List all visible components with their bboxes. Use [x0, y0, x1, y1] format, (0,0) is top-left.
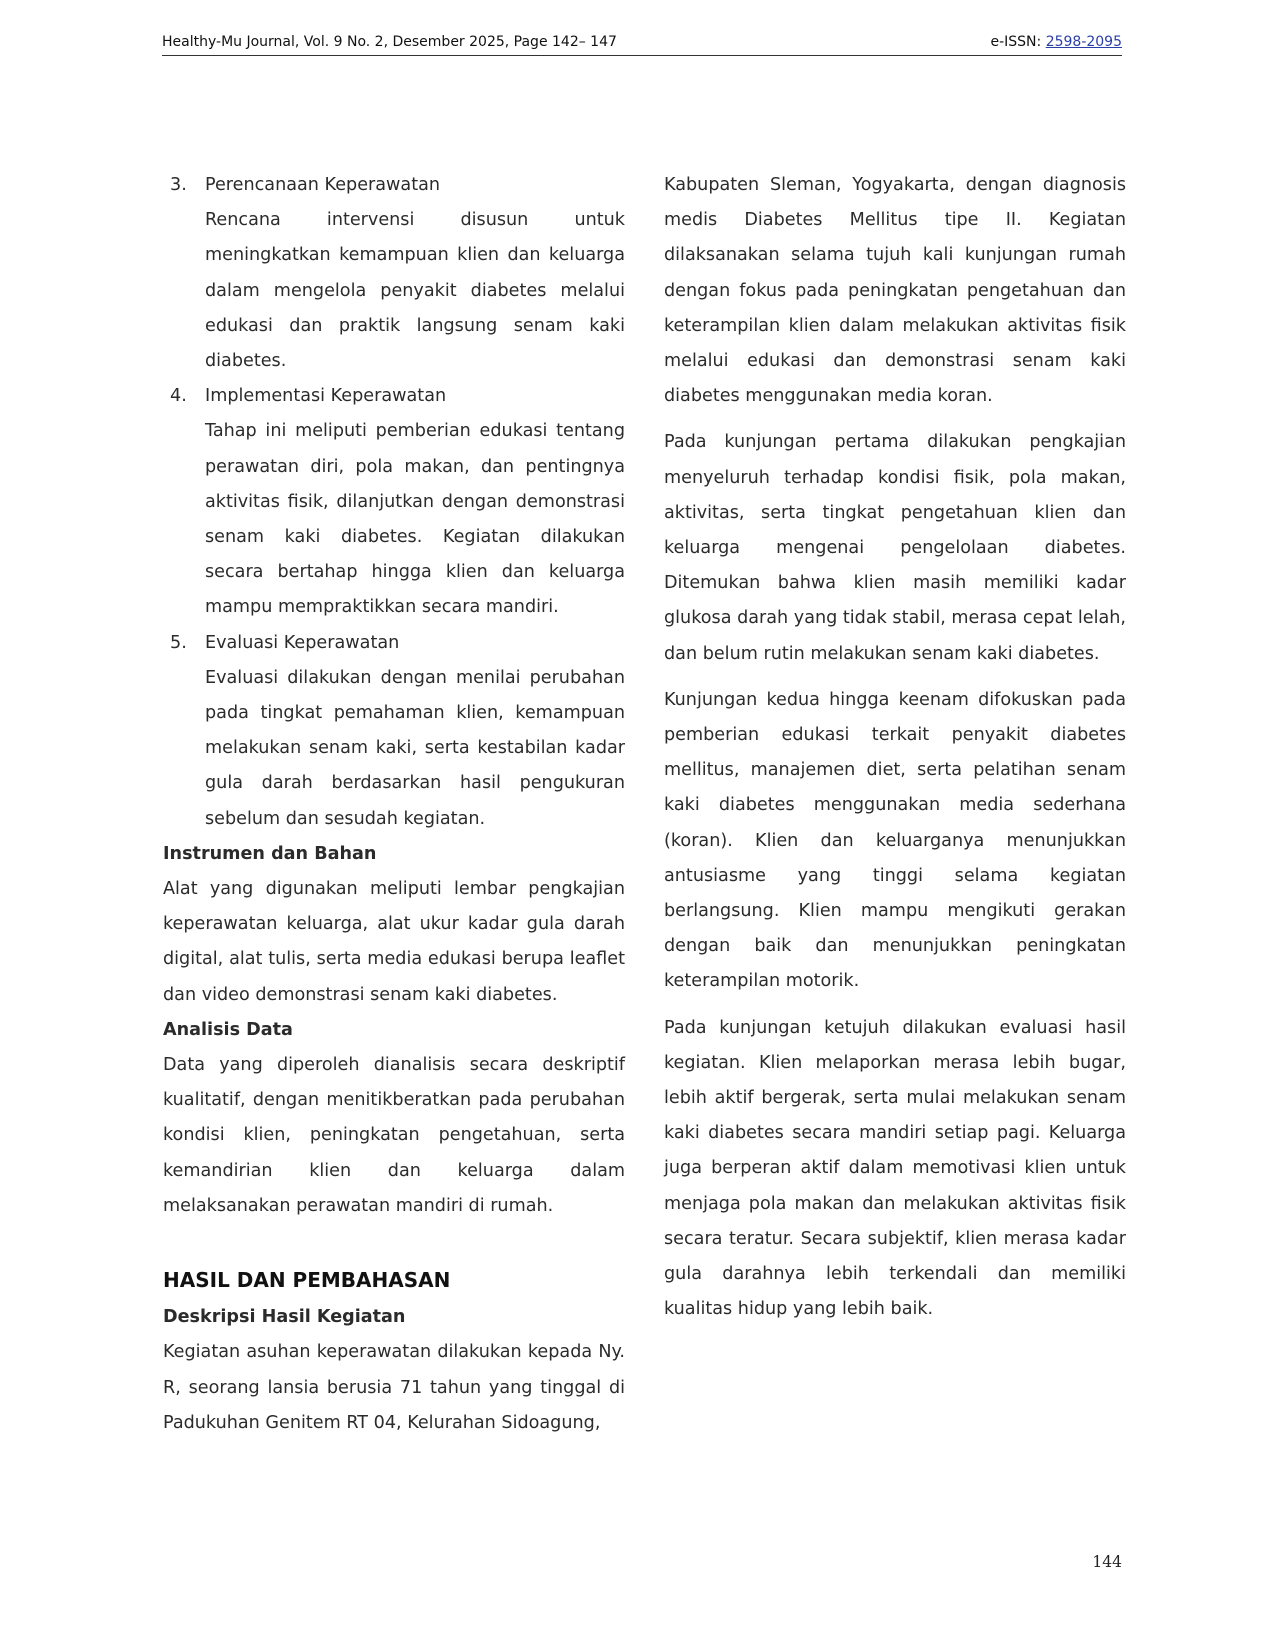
step-text: Tahap ini meliputi pemberian edukasi tentang perawatan diri, pola makan, dan pentingnya aktivitas fisik, dilanjutkan dengan demonstrasi senam kaki diabetes. Kegiatan dilakukan secara bertahap hingga klien dan keluarga mampu mempraktikkan secara mandiri.	[205, 421, 625, 618]
analisis-paragraph: Data yang diperoleh dianalisis secara deskriptif kualitatif, dengan menitikberatkan pada perubahan kondisi klien, peningkatan pengetahuan, serta kemandirian klien dan keluarga dalam melaksanakan perawatan mandiri di rumah.	[163, 1055, 625, 1216]
results-paragraph-4: Pada kunjungan ketujuh dilakukan evaluasi hasil kegiatan. Klien melaporkan merasa lebih bugar, lebih aktif bergerak, serta mulai melakukan senam kaki diabetes secara mandiri setiap pagi. Keluarga juga berperan aktif dalam memotivasi klien untuk menjaga pola makan dan melakukan aktivitas fisik secara teratur. Secara subjektif, klien merasa kadar gula darahnya lebih terkendali dan memiliki kualitas hidup yang lebih baik.	[664, 1017, 1126, 1320]
issn-label: e-ISSN:	[990, 34, 1046, 50]
step-title: Perencanaan Keperawatan	[205, 175, 441, 195]
step-number: 4.	[170, 386, 187, 407]
issn-info	[990, 34, 1122, 50]
step-title: Evaluasi Keperawatan	[205, 632, 400, 653]
left-column	[163, 168, 625, 1441]
issn-link[interactable]: 2598-2095	[1045, 34, 1122, 50]
deskripsi-paragraph: Kegiatan asuhan keperawatan dilakukan kepada Ny. R, seorang lansia berusia 71 tahun yang tinggal di Padukuhan Genitem RT 04, Kelurahan Sidoagung,	[163, 1342, 625, 1433]
page-number: 144	[1092, 1553, 1122, 1571]
step-number: 5.	[170, 632, 187, 653]
running-header	[162, 33, 1122, 56]
section-heading-results: HASIL DAN PEMBAHASAN	[163, 1268, 451, 1293]
deskripsi-heading: Deskripsi Hasil Kegiatan	[163, 1307, 406, 1328]
step-title: Implementasi Keperawatan	[205, 386, 447, 407]
results-paragraph-2: Pada kunjungan pertama dilakukan pengkajian menyeluruh terhadap kondisi fisik, pola makan, aktivitas, serta tingkat pengetahuan klien dan keluarga mengenai pengelolaan diabetes. Ditemukan bahwa klien masih memiliki kadar glukosa darah yang tidak stabil, merasa cepat lelah, dan belum rutin melakukan senam kaki diabetes.	[664, 432, 1126, 664]
journal-citation: Healthy-Mu Journal, Vol. 9 No. 2, Desember 2025, Page 142– 147	[162, 34, 617, 50]
method-step-5	[163, 626, 625, 837]
results-paragraph-1: Kabupaten Sleman, Yogyakarta, dengan diagnosis medis Diabetes Mellitus tipe II. Kegiatan dilaksanakan selama tujuh kali kunjungan rumah dengan fokus pada peningkatan pengetahuan dan keterampilan klien dalam melakukan aktivitas fisik melalui edukasi dan demonstrasi senam kaki diabetes menggunakan media koran.	[664, 175, 1126, 407]
step-text: Rencana intervensi disusun untuk meningkatkan kemampuan klien dan keluarga dalam mengelola penyakit diabetes melalui edukasi dan praktik langsung senam kaki diabetes.	[205, 210, 625, 372]
results-paragraph-3: Kunjungan kedua hingga keenam difokuskan pada pemberian edukasi terkait penyakit diabetes mellitus, manajemen diet, serta pelatihan senam kaki diabetes menggunakan media sederhana (koran). Klien dan keluarganya menunjukkan antusiasme yang tinggi selama kegiatan berlangsung. Klien mampu mengikuti gerakan dengan baik dan menunjukkan peningkatan keterampilan motorik.	[664, 689, 1126, 992]
step-number: 3.	[170, 175, 187, 195]
method-step-4	[163, 379, 625, 625]
instrumen-heading: Instrumen dan Bahan	[163, 843, 377, 864]
step-text: Evaluasi dilakukan dengan menilai perubahan pada tingkat pemahaman klien, kemampuan melakukan senam kaki, serta kestabilan kadar gula darah berdasarkan hasil pengukuran sebelum dan sesudah kegiatan.	[205, 667, 625, 829]
method-step-3	[163, 168, 625, 379]
instrumen-paragraph: Alat yang digunakan meliputi lembar pengkajian keperawatan keluarga, alat ukur kadar gula darah digital, alat tulis, serta media edukasi berupa leaflet dan video demonstrasi senam kaki diabetes.	[163, 879, 625, 1005]
right-column	[664, 168, 1126, 1339]
analisis-heading: Analisis Data	[163, 1019, 293, 1040]
